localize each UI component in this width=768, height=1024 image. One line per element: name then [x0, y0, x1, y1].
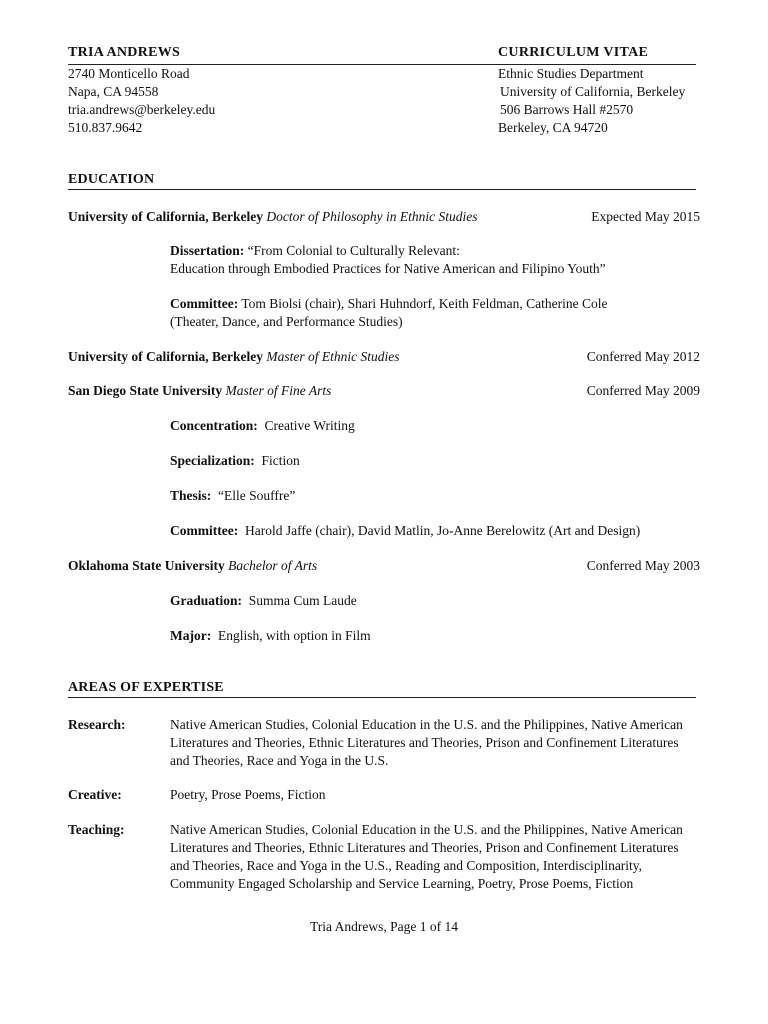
mfa-concentration: [170, 417, 355, 435]
cv-title: CURRICULUM VITAE: [498, 45, 649, 60]
ba-date: Conferred May 2003: [586, 558, 700, 573]
phd-degree: Doctor of Philosophy in Ethnic Studies: [266, 209, 478, 224]
ma-date: Conferred May 2012: [586, 349, 700, 364]
page-footer: Tria Andrews, Page 1 of 14: [310, 919, 458, 934]
research-label: Research:: [68, 717, 126, 732]
specialization-label: Specialization:: [170, 453, 255, 468]
ba-major: [170, 627, 371, 645]
mfa-committee-label: Committee:: [170, 523, 239, 538]
dept-line-3: 506 Barrows Hall #2570: [500, 102, 634, 117]
phd-committee-line-1: [170, 295, 607, 313]
phd-committee-label: Committee:: [170, 296, 239, 311]
expertise-heading: AREAS OF EXPERTISE: [68, 680, 224, 695]
ma-school: University of California, Berkeley: [68, 349, 263, 364]
concentration-value: Creative Writing: [264, 418, 355, 433]
mfa-date: Conferred May 2009: [586, 383, 700, 398]
dissertation-title-1: “From Colonial to Culturally Relevant:: [247, 243, 460, 258]
mfa-committee: [170, 522, 640, 540]
mfa-committee-members: Harold Jaffe (chair), David Matlin, Jo-Anne Berelowitz (Art and Design): [244, 523, 641, 538]
ba-graduation: [170, 592, 357, 610]
dept-line-2: University of California, Berkeley: [500, 84, 686, 99]
graduation-value: Summa Cum Laude: [248, 593, 357, 608]
teaching-label: Teaching:: [68, 822, 125, 837]
phd-committee-line-2: (Theater, Dance, and Performance Studies): [170, 314, 403, 329]
major-value: English, with option in Film: [217, 628, 371, 643]
phd-entry: [68, 208, 477, 226]
ba-entry: [68, 557, 317, 575]
thesis-label: Thesis:: [170, 488, 212, 503]
dept-line-1: Ethnic Studies Department: [498, 66, 644, 81]
dept-line-4: Berkeley, CA 94720: [498, 120, 608, 135]
ba-degree: Bachelor of Arts: [228, 558, 318, 573]
major-label: Major:: [170, 628, 212, 643]
graduation-label: Graduation:: [170, 593, 243, 608]
address-line-1: 2740 Monticello Road: [68, 66, 190, 81]
phd-date: Expected May 2015: [591, 209, 700, 224]
address-line-2: Napa, CA 94558: [68, 84, 159, 99]
thesis-value: “Elle Souffre”: [218, 488, 296, 503]
phd-committee-members: Tom Biolsi (chair), Shari Huhndorf, Keith Feldman, Catherine Cole: [241, 296, 608, 311]
expertise-rule: [68, 697, 696, 698]
dissertation-line-1: [170, 242, 460, 260]
phd-school: University of California, Berkeley: [68, 209, 263, 224]
creative-text: Poetry, Prose Poems, Fiction: [170, 787, 326, 802]
education-heading: EDUCATION: [68, 172, 155, 187]
ma-entry: [68, 348, 399, 366]
phone: 510.837.9642: [68, 120, 143, 135]
creative-label: Creative:: [68, 787, 122, 802]
teaching-text: Native American Studies, Colonial Education in the U.S. and the Philippines, Native American Literatures and Theories, Ethnic Literatures and Theories, Prison and Confinement Literatures and Theories, Race and Yoga in the U.S., Reading and Composition, Interdisciplinarity, Community Engaged Scholarship and Service Learning, Poetry, Prose Poems, Fiction: [170, 822, 683, 891]
mfa-degree: Master of Fine Arts: [225, 383, 332, 398]
mfa-school: San Diego State University: [68, 383, 223, 398]
specialization-value: Fiction: [261, 453, 300, 468]
education-rule: [68, 189, 696, 190]
research-text: Native American Studies, Colonial Education in the U.S. and the Philippines, Native American Literatures and Theories, Ethnic Literatures and Theories, Prison and Confinement Literatures and Theories, Race and Yoga in the U.S.: [170, 717, 683, 768]
mfa-thesis: [170, 487, 295, 505]
concentration-label: Concentration:: [170, 418, 258, 433]
dissertation-title-2: Education through Embodied Practices for Native American and Filipino Youth”: [170, 261, 606, 276]
dissertation-label: Dissertation:: [170, 243, 245, 258]
cv-name: TRIA ANDREWS: [68, 45, 181, 60]
mfa-specialization: [170, 452, 300, 470]
mfa-entry: [68, 382, 331, 400]
ma-degree: Master of Ethnic Studies: [266, 349, 400, 364]
email: tria.andrews@berkeley.edu: [68, 102, 216, 117]
ba-school: Oklahoma State University: [68, 558, 225, 573]
